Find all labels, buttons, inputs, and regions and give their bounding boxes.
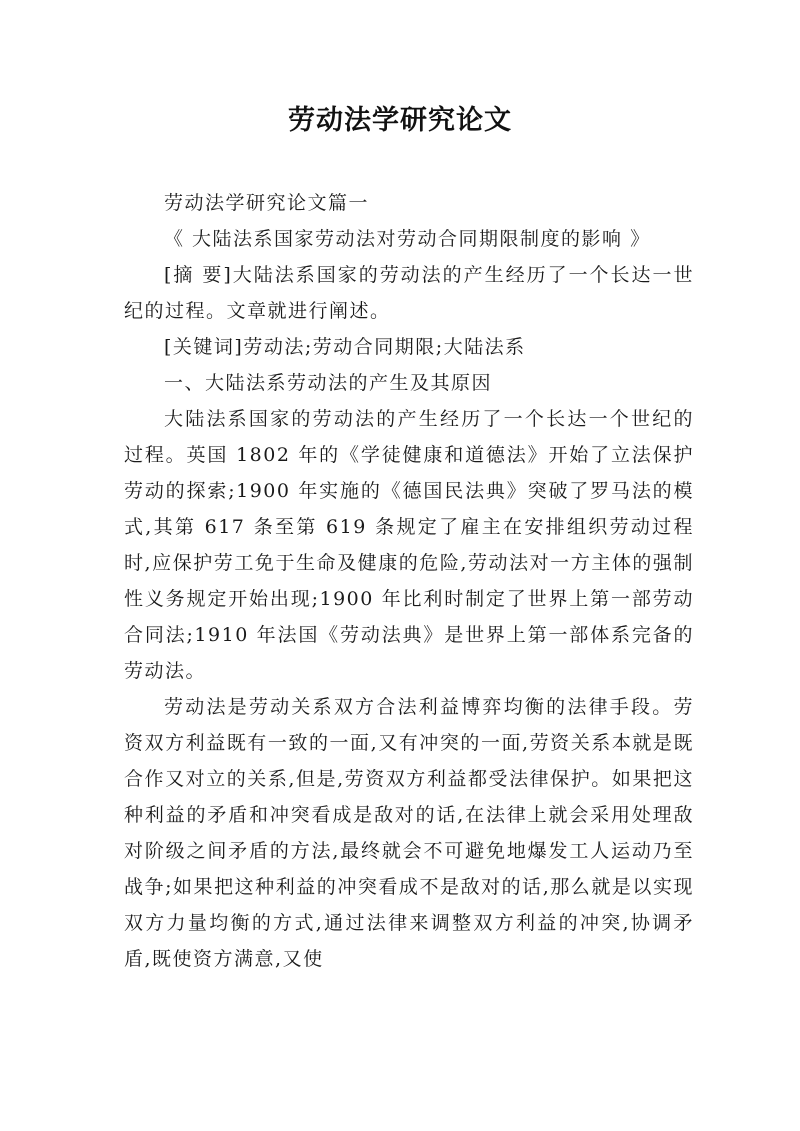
body-paragraph-2: 劳动法是劳动关系双方合法利益博弈均衡的法律手段。劳资双方利益既有一致的一面,又有冲突的一面,劳资关系本就是既合作又对立的关系,但是,劳资双方利益都受法律保护。如果把这种利益的矛盾和冲突看成是敌对的话,在法律上就会采用处理敌对阶级之间矛盾的方法,最终就会不可避免地爆发工人运动乃至战争;如果把这种利益的冲突看成不是敌对的话,那么就是以实现双方力量均衡的方式,通过法律来调整双方利益的冲突,协调矛盾,既使资方满意,又使 xyxy=(124,696,694,970)
section-heading: 一、大陆法系劳动法的产生及其原因 xyxy=(164,372,493,394)
body-paragraph-1: 大陆法系国家的劳动法的产生经历了一个长达一个世纪的过程。英国 1802 年的《学徒健康和道德法》开始了立法保护劳动的探索;1900 年实施的《德国民法典》突破了罗马法的模式,其第 617 条至第 619 条规定了雇主在安排组织劳动过程时,应保护劳工免于生命及健康的危险,劳动法对一方主体的强制性义务规定开始出现;1900 年比利时制定了世界上第一部劳动合同法;1910 年法国《劳动法典》是世界上第一部体系完备的劳动法。 xyxy=(124,408,694,682)
keywords-paragraph: [关键词]劳动法;劳动合同期限;大陆法系 xyxy=(164,336,526,358)
article-title: 《 大陆法系国家劳动法对劳动合同期限制度的影响 》 xyxy=(164,228,651,250)
abstract-paragraph: [摘 要]大陆法系国家的劳动法的产生经历了一个长达一世纪的过程。文章就进行阐述。 xyxy=(124,264,694,322)
article-heading: 劳动法学研究论文篇一 xyxy=(164,192,370,214)
document-body xyxy=(124,185,694,977)
document-title: 劳动法学研究论文 xyxy=(288,105,512,136)
